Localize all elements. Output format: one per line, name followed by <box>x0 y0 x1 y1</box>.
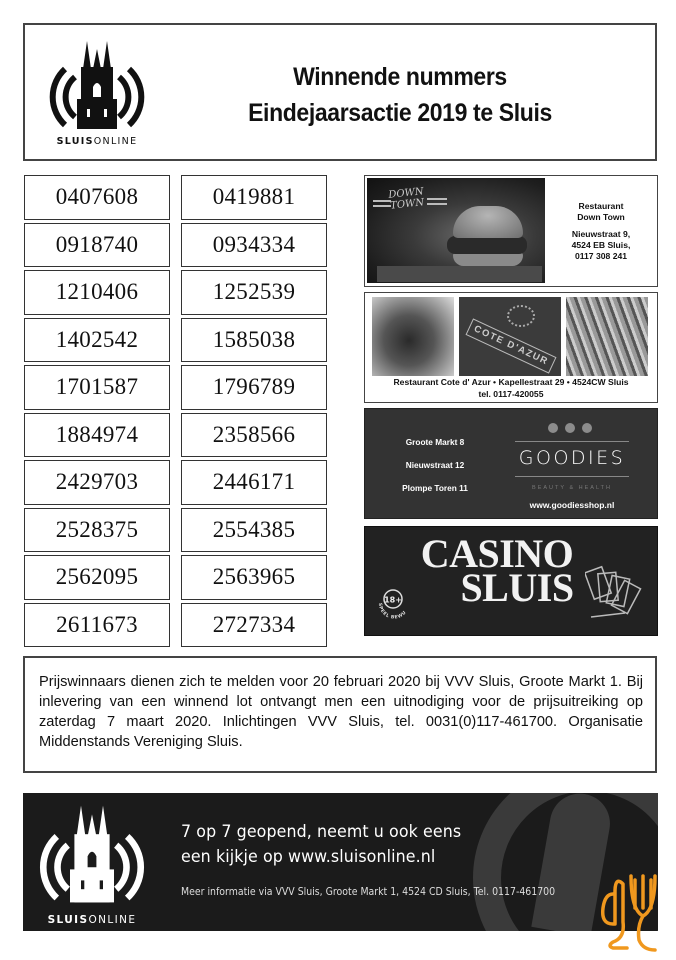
winning-number: 2727334 <box>181 603 327 648</box>
cote-sign-photo <box>459 297 561 376</box>
wood-board <box>377 266 542 282</box>
goodies-addresses <box>375 431 495 500</box>
winning-number: 2446171 <box>181 460 327 505</box>
burger-bun-bottom <box>453 252 523 266</box>
winning-numbers-grid <box>24 175 328 647</box>
winning-number: 0407608 <box>24 175 170 220</box>
burger-patty <box>447 236 527 254</box>
winning-number: 2429703 <box>24 460 170 505</box>
svg-text:18+: 18+ <box>384 595 402 605</box>
goodies-brand: GOODIES <box>518 447 626 469</box>
goodies-dots-icon <box>548 423 592 433</box>
downtown-sign: DOWN TOWN <box>387 186 425 212</box>
svg-text:SPEEL BEWUST: SPEEL BEWU <box>376 602 408 621</box>
ad-restaurant-cote-dazur <box>364 292 658 403</box>
rosette-decor <box>507 305 535 327</box>
prize-info-text: Prijswinnaars dienen zich te melden voor 20 februari 2020 bij VVV Sluis, Groote Markt 1. Bij inlevering van een winnend lot ontvangt men een uitnodiging voor de prijsuitreiking op zaterdag 7 maart 2020. Inlichtingen VVV Sluis, tel. 0031(0)117-461700. Organisatie Middenstands Vereniging Sluis. <box>23 656 657 773</box>
winning-number: 1252539 <box>181 270 327 315</box>
downtown-info: Restaurant Down Town Nieuwstraat 9, 4524 EB Sluis, 0117 308 241 <box>571 200 631 261</box>
winning-number: 1210406 <box>24 270 170 315</box>
footer-sluisonline-logo <box>37 801 147 926</box>
winning-number: 1701587 <box>24 365 170 410</box>
cote-address: Restaurant Cote d' Azur • Kapellestraat 29 • 4524CW Sluis <box>393 377 629 387</box>
decor-stripe <box>427 198 447 200</box>
goodies-address: Plompe Toren 11 <box>402 483 468 493</box>
winning-number: 2554385 <box>181 508 327 553</box>
footer-tagline: 7 op 7 geopend, neemt u ook eens een kijkje op www.sluisonline.nl <box>181 822 462 866</box>
winning-number: 0918740 <box>24 223 170 268</box>
goodies-url: www.goodiesshop.nl <box>529 500 615 510</box>
casino-logo-text: CASINO SLUIS <box>420 531 574 610</box>
ad-restaurant-downtown <box>364 175 658 287</box>
divider <box>515 441 629 442</box>
winning-number: 2611673 <box>24 603 170 648</box>
winning-number: 1796789 <box>181 365 327 410</box>
ad-casino-sluis <box>364 526 658 636</box>
goodies-address: Nieuwstraat 12 <box>405 460 465 470</box>
burger-photo <box>367 178 545 283</box>
winning-number: 2358566 <box>181 413 327 458</box>
tower-broadcast-icon <box>47 39 147 131</box>
logo-wordmark: SLUISONLINE <box>56 136 138 147</box>
ribs-fries-photo <box>566 297 648 376</box>
divider <box>515 476 629 477</box>
goodies-subtitle: BEAUTY & HEALTH <box>532 485 612 491</box>
footer-contact-info: Meer informatie via VVV Sluis, Groote Markt 1, 4524 CD Sluis, Tel. 0117-461700 <box>181 887 556 898</box>
winning-number: 0419881 <box>181 175 327 220</box>
winning-number: 2562095 <box>24 555 170 600</box>
decor-stripe <box>427 203 447 205</box>
tower-broadcast-icon <box>37 801 147 907</box>
mussels-photo <box>372 297 454 376</box>
winning-number: 2528375 <box>24 508 170 553</box>
fork-brand-mark-icon <box>591 862 666 952</box>
winning-number: 1884974 <box>24 413 170 458</box>
footer-banner <box>23 793 658 931</box>
footer-logo-wordmark: SLUISONLINE <box>47 914 137 926</box>
cote-sign-text: COTE D'AZUR <box>466 318 557 373</box>
page-title <box>184 59 616 131</box>
decor-stripe <box>373 205 391 207</box>
winning-number: 1585038 <box>181 318 327 363</box>
sluisonline-logo <box>47 39 147 147</box>
cote-photo-strip <box>372 297 651 376</box>
header-box <box>23 23 657 161</box>
title-line-2: Eindejaarsactie 2019 te Sluis <box>248 99 552 127</box>
winning-number: 1402542 <box>24 318 170 363</box>
goodies-address: Groote Markt 8 <box>405 437 465 447</box>
ad-goodies <box>364 408 658 519</box>
winning-number: 2563965 <box>181 555 327 600</box>
playing-cards-icon <box>585 563 645 623</box>
winning-number: 0934334 <box>181 223 327 268</box>
title-line-1: Winnende nummers <box>293 63 507 91</box>
burger-bun-top <box>453 206 523 238</box>
age-18-badge-icon <box>371 583 411 623</box>
cote-phone: tel. 0117-420055 <box>478 389 544 399</box>
